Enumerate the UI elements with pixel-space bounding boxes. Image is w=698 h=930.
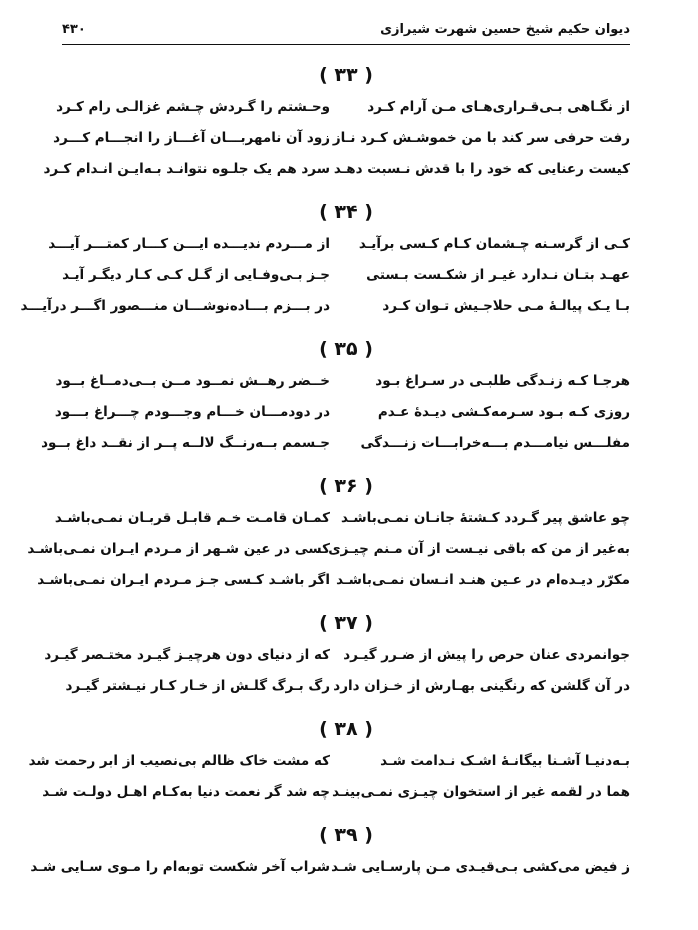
- couplet: [20, 291, 630, 322]
- poem-number: ( ۳۴ ): [319, 201, 373, 223]
- poem-section: [41, 336, 630, 459]
- second-hemistich: از مـــردم ندیـــده ایـــن کـــار کمتـــر آیـــد: [48, 236, 330, 252]
- couplet: [27, 534, 630, 565]
- poem-number: ( ۳۸ ): [319, 718, 373, 740]
- second-hemistich: کمـان قامـت خـم قابـل قربـان نمـی‌باشـد: [54, 510, 330, 526]
- second-hemistich: کسی در عین شـهر از مـردم ایـران نمـی‌باشـد: [27, 541, 330, 557]
- first-hemistich: ز فیض می‌کشی بـی‌قیـدی مـن پارسـایی شـد: [331, 859, 630, 875]
- couplet: [55, 366, 630, 397]
- couplet: [48, 229, 630, 260]
- second-hemistich: چه شد گر نعمت دنیا به‌کـام اهـل دولـت شـد: [42, 784, 330, 800]
- poem-number: ( ۳۵ ): [319, 338, 373, 360]
- poem-number: ( ۳۷ ): [319, 612, 373, 634]
- poem-number: ( ۳۳ ): [319, 64, 373, 86]
- couplet: [30, 852, 630, 883]
- book-title: دیوان حکیم شیخ حسین شهرت شیرازی: [380, 22, 630, 37]
- poem-section: [28, 716, 630, 808]
- first-hemistich: جوانمردی عنان حرص را پیش از ضـرر گیـرد: [343, 647, 630, 663]
- couplet: [37, 565, 630, 596]
- poem-section: [20, 199, 630, 322]
- poem-section: [30, 822, 630, 883]
- couplet: [54, 503, 630, 534]
- second-hemistich: در دودمـــان خـــام وجـــودم چـــراغ بـــود: [54, 404, 330, 420]
- first-hemistich: کیست رعنایی که خود را با قدش نـسبت دهـد: [333, 161, 630, 177]
- second-hemistich: که از دنیای دون هرچیـز گیـرد مختـصر گیـرد: [44, 647, 330, 663]
- first-hemistich: مفلـــس نیامـــدم بـــه‌خرابـــات زنـــدگی: [360, 435, 630, 451]
- couplet: [62, 671, 630, 702]
- page-number: ۴۳۰: [62, 22, 86, 37]
- first-hemistich: روزی کـه بـود سـرمه‌کـشی دیـدهٔ عـدم: [377, 404, 630, 420]
- second-hemistich: رگ بـرگ گلـش از خـار کـار نیـشتر گیـرد: [65, 678, 330, 694]
- first-hemistich: هرجـا کـه زنـدگی طلبـی در سـراغ بـود: [375, 373, 630, 389]
- couplet: [28, 746, 630, 777]
- first-hemistich: بـه‌دنیـا آشـنا بیگانـهٔ اشـک نـدامت شـد: [380, 753, 630, 769]
- first-hemistich: عهـد بتـان نـدارد غیـر از شکـست بـستی: [366, 267, 630, 283]
- first-hemistich: هما در لقمه غیر از استخوان چیـزی نمـی‌بینـد: [332, 784, 630, 800]
- first-hemistich: از نگـاهی بـی‌قـراری‌هـای مـن آرام کـرد: [367, 99, 630, 115]
- couplet: [56, 92, 630, 123]
- first-hemistich: رفت حرفی سر کند با من خموشـش کـرد نـاز: [332, 130, 630, 146]
- second-hemistich: وحـشتم را گـردش چـشم غزالـی رام کـرد: [56, 99, 330, 115]
- first-hemistich: مکرّر دیـده‌ام در عـین هنـد انـسان نمـی‌باشـد: [336, 572, 630, 588]
- second-hemistich: جـز بـی‌وفـایی از گـل کـی کـار دیگـر آیـد: [62, 267, 330, 283]
- couplet: [53, 123, 630, 154]
- couplet: [41, 428, 630, 459]
- first-hemistich: بـا یـک پیالـهٔ مـی حلاجـیش تـوان کـرد: [382, 298, 630, 314]
- first-hemistich: به‌غیر از من که باقی نیـست از آن مـنم چیـزی: [328, 541, 630, 557]
- poem-section: [43, 62, 630, 185]
- poem-number: ( ۳۶ ): [319, 475, 373, 497]
- second-hemistich: شراب آخر شکست توبه‌ام را مـوی سـایی شـد: [30, 859, 330, 875]
- couplet: [62, 260, 630, 291]
- header-divider: [62, 44, 630, 45]
- page-header: [62, 18, 630, 46]
- poem-section: [27, 473, 630, 596]
- second-hemistich: جـسمم بــه‌رنــگ لالــه پــر از نقــد داغ بــود: [41, 435, 330, 451]
- poem-number: ( ۳۹ ): [319, 824, 373, 846]
- couplet: [42, 777, 630, 808]
- second-hemistich: در بـــزم بـــاده‌نوشـــان منـــصور اگـــر درآیـــد: [20, 298, 330, 314]
- second-hemistich: سرد هم یک جلـوه نتوانـد بـه‌ایـن انـدام کـرد: [43, 161, 330, 177]
- poem-section: [44, 610, 630, 702]
- couplet: [54, 397, 630, 428]
- second-hemistich: که مشت خاک ظالم بی‌نصیب از ابر رحمت شد: [28, 753, 330, 769]
- first-hemistich: در آن گلشن که رنگینی بهـارش از خـزان دارد: [333, 678, 630, 694]
- couplet: [44, 640, 630, 671]
- first-hemistich: کـی از گرسـنه چـشمان کـام کـسی برآیـد: [358, 236, 630, 252]
- couplet: [43, 154, 630, 185]
- poems-container: [20, 62, 630, 883]
- second-hemistich: خــضر رهــش نمــود مــن بــی‌دمــاغ بــود: [55, 373, 330, 389]
- second-hemistich: اگر باشـد کـسی جـز مـردم ایـران نمـی‌باشـد: [37, 572, 330, 588]
- first-hemistich: چو عاشق پیر گـردد کـشتهٔ جانـان نمـی‌باشـد: [340, 510, 630, 526]
- second-hemistich: زود آن نامهربـــان آغـــاز را انجـــام کـــرد: [53, 130, 330, 146]
